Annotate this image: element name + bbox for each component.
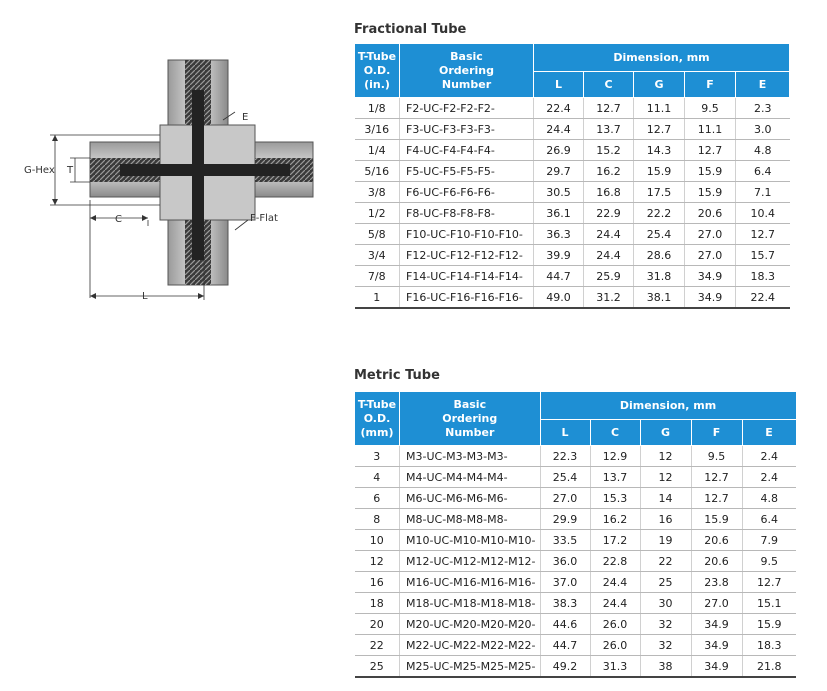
- ordering-number-cell: M25-UC-M25-M25-M25-: [400, 656, 541, 678]
- l-cell: 27.0: [540, 488, 590, 509]
- table-row: [355, 203, 790, 224]
- l-cell: 49.0: [534, 287, 584, 309]
- table-row: [355, 119, 790, 140]
- e-cell: 10.4: [736, 203, 790, 224]
- l-cell: 36.3: [534, 224, 584, 245]
- e-cell: 6.4: [736, 161, 790, 182]
- ordering-header-line-2: Ordering: [438, 63, 494, 77]
- table-row: [355, 488, 797, 509]
- g-cell: 32: [640, 614, 691, 635]
- ordering-header-line-1: Basic: [450, 49, 483, 63]
- e-cell: 15.9: [742, 614, 796, 635]
- ordering-header: [400, 44, 534, 98]
- table-row: [355, 635, 797, 656]
- c-cell: 24.4: [584, 245, 634, 266]
- e-cell: 12.7: [736, 224, 790, 245]
- f-cell: 27.0: [691, 593, 742, 614]
- size-cell: 6: [355, 488, 400, 509]
- e-cell: 15.7: [736, 245, 790, 266]
- c-cell: 16.2: [590, 509, 640, 530]
- ordering-number-cell: M3-UC-M3-M3-M3-: [400, 446, 541, 467]
- ordering-header: [400, 392, 541, 446]
- t-label: T: [67, 165, 74, 176]
- g-cell: 16: [640, 509, 691, 530]
- size-cell: 20: [355, 614, 400, 635]
- f-cell: 34.9: [691, 635, 742, 656]
- ordering-number-cell: F4-UC-F4-F4-F4-: [400, 140, 534, 161]
- f-cell: 34.9: [691, 656, 742, 678]
- c-cell: 22.9: [584, 203, 634, 224]
- e-cell: 6.4: [742, 509, 796, 530]
- c-cell: 31.2: [584, 287, 634, 309]
- size-cell: 10: [355, 530, 400, 551]
- l-cell: 22.3: [540, 446, 590, 467]
- e-cell: 15.1: [742, 593, 796, 614]
- f-cell: 23.8: [691, 572, 742, 593]
- f-cell: 15.9: [685, 182, 736, 203]
- f-cell: 34.9: [685, 287, 736, 309]
- dimension-header: Dimension, mm: [534, 44, 790, 72]
- g-cell: 25.4: [634, 224, 685, 245]
- c-cell: 24.4: [590, 572, 640, 593]
- g-cell: 12.7: [634, 119, 685, 140]
- size-cell: 12: [355, 551, 400, 572]
- e-cell: 2.4: [742, 446, 796, 467]
- f-cell: 12.7: [685, 140, 736, 161]
- g-cell: 11.1: [634, 98, 685, 119]
- ordering-number-cell: F5-UC-F5-F5-F5-: [400, 161, 534, 182]
- table-row: [355, 656, 797, 678]
- l-cell: 33.5: [540, 530, 590, 551]
- f-cell: 34.9: [685, 266, 736, 287]
- g-cell: 32: [640, 635, 691, 656]
- ordering-number-cell: F6-UC-F6-F6-F6-: [400, 182, 534, 203]
- c-cell: 12.9: [590, 446, 640, 467]
- ordering-number-cell: M22-UC-M22-M22-M22-: [400, 635, 541, 656]
- c-cell: 26.0: [590, 614, 640, 635]
- g-cell: 22.2: [634, 203, 685, 224]
- table-row: [355, 593, 797, 614]
- col-g-header: G: [634, 72, 685, 98]
- g-cell: 28.6: [634, 245, 685, 266]
- c-cell: 13.7: [584, 119, 634, 140]
- g-cell: 15.9: [634, 161, 685, 182]
- size-header-line-2: O.D.: [363, 63, 391, 77]
- dimension-header: Dimension, mm: [540, 392, 796, 420]
- e-cell: 3.0: [736, 119, 790, 140]
- f-cell: 15.9: [691, 509, 742, 530]
- col-l-header: L: [534, 72, 584, 98]
- f-cell: 9.5: [691, 446, 742, 467]
- f-cell: 11.1: [685, 119, 736, 140]
- g-cell: 12: [640, 446, 691, 467]
- table-row: [355, 161, 790, 182]
- e-cell: 2.4: [742, 467, 796, 488]
- ordering-number-cell: M18-UC-M18-M18-M18-: [400, 593, 541, 614]
- table-row: [355, 530, 797, 551]
- size-cell: 22: [355, 635, 400, 656]
- e-cell: 4.8: [742, 488, 796, 509]
- l-label: L: [142, 291, 148, 302]
- f-cell: 12.7: [691, 467, 742, 488]
- ordering-number-cell: F2-UC-F2-F2-F2-: [400, 98, 534, 119]
- col-g-header: G: [640, 420, 691, 446]
- bore-horizontal: [120, 164, 290, 176]
- g-cell: 38.1: [634, 287, 685, 309]
- metric-table: [354, 391, 797, 678]
- table-row: [355, 245, 790, 266]
- ordering-number-cell: F14-UC-F14-F14-F14-: [400, 266, 534, 287]
- g-cell: 25: [640, 572, 691, 593]
- table-row: [355, 614, 797, 635]
- table-row: [355, 140, 790, 161]
- ordering-number-cell: M12-UC-M12-M12-M12-: [400, 551, 541, 572]
- e-label: E: [242, 112, 249, 123]
- l-cell: 36.0: [540, 551, 590, 572]
- table-row: [355, 182, 790, 203]
- l-cell: 25.4: [540, 467, 590, 488]
- ordering-number-cell: M8-UC-M8-M8-M8-: [400, 509, 541, 530]
- ordering-number-cell: M6-UC-M6-M6-M6-: [400, 488, 541, 509]
- ordering-number-cell: F12-UC-F12-F12-F12-: [400, 245, 534, 266]
- g-cell: 22: [640, 551, 691, 572]
- l-cell: 44.7: [540, 635, 590, 656]
- e-cell: 18.3: [742, 635, 796, 656]
- table-row: [355, 287, 790, 309]
- size-cell: 1/2: [355, 203, 400, 224]
- table-row: [355, 572, 797, 593]
- f-cell: 27.0: [685, 224, 736, 245]
- size-cell: 8: [355, 509, 400, 530]
- size-header-line-1: T-Tube: [357, 397, 397, 411]
- table-row: [355, 467, 797, 488]
- size-header-line-1: T-Tube: [357, 49, 397, 63]
- l-cell: 24.4: [534, 119, 584, 140]
- size-header-line-3: (mm): [360, 425, 394, 439]
- ordering-number-cell: M10-UC-M10-M10-M10-: [400, 530, 541, 551]
- col-l-header: L: [540, 420, 590, 446]
- size-header-line-3: (in.): [364, 77, 390, 91]
- f-cell: 20.6: [691, 551, 742, 572]
- c-cell: 22.8: [590, 551, 640, 572]
- l-cell: 29.9: [540, 509, 590, 530]
- ordering-number-cell: M16-UC-M16-M16-M16-: [400, 572, 541, 593]
- ordering-number-cell: M20-UC-M20-M20-M20-: [400, 614, 541, 635]
- e-cell: 21.8: [742, 656, 796, 678]
- g-hex-label: G-Hex: [24, 165, 55, 176]
- c-cell: 24.4: [590, 593, 640, 614]
- table-row: [355, 509, 797, 530]
- size-cell: 25: [355, 656, 400, 678]
- f-cell: 9.5: [685, 98, 736, 119]
- table-row: [355, 551, 797, 572]
- table-row: [355, 266, 790, 287]
- size-cell: 3/16: [355, 119, 400, 140]
- l-cell: 30.5: [534, 182, 584, 203]
- g-cell: 31.8: [634, 266, 685, 287]
- e-cell: 22.4: [736, 287, 790, 309]
- size-cell: 1/4: [355, 140, 400, 161]
- g-cell: 12: [640, 467, 691, 488]
- ordering-number-cell: F8-UC-F8-F8-F8-: [400, 203, 534, 224]
- c-cell: 13.7: [590, 467, 640, 488]
- c-label: C: [115, 214, 122, 225]
- col-e-header: E: [742, 420, 796, 446]
- f-cell: 15.9: [685, 161, 736, 182]
- e-cell: 7.1: [736, 182, 790, 203]
- g-cell: 30: [640, 593, 691, 614]
- l-cell: 36.1: [534, 203, 584, 224]
- c-cell: 15.2: [584, 140, 634, 161]
- size-cell: 3/8: [355, 182, 400, 203]
- g-cell: 38: [640, 656, 691, 678]
- e-cell: 4.8: [736, 140, 790, 161]
- l-cell: 26.9: [534, 140, 584, 161]
- ordering-header-line-1: Basic: [453, 397, 487, 411]
- f-cell: 20.6: [691, 530, 742, 551]
- e-cell: 2.3: [736, 98, 790, 119]
- c-cell: 12.7: [584, 98, 634, 119]
- c-cell: 15.3: [590, 488, 640, 509]
- g-cell: 14: [640, 488, 691, 509]
- size-cell: 5/8: [355, 224, 400, 245]
- table-row: [355, 224, 790, 245]
- l-cell: 44.6: [540, 614, 590, 635]
- ordering-number-cell: F10-UC-F10-F10-F10-: [400, 224, 534, 245]
- l-cell: 22.4: [534, 98, 584, 119]
- col-f-header: F: [685, 72, 736, 98]
- c-cell: 31.3: [590, 656, 640, 678]
- size-header: [355, 392, 400, 446]
- c-cell: 26.0: [590, 635, 640, 656]
- ordering-number-cell: F16-UC-F16-F16-F16-: [400, 287, 534, 309]
- col-c-header: C: [590, 420, 640, 446]
- g-cell: 19: [640, 530, 691, 551]
- f-flat-label: F-Flat: [250, 213, 278, 224]
- ordering-header-line-2: Ordering: [442, 411, 498, 425]
- l-cell: 29.7: [534, 161, 584, 182]
- table-row: [355, 446, 797, 467]
- l-cell: 37.0: [540, 572, 590, 593]
- size-header: [355, 44, 400, 98]
- ordering-header-line-3: Number: [445, 425, 495, 439]
- fractional-table: [354, 43, 790, 309]
- size-cell: 4: [355, 467, 400, 488]
- col-e-header: E: [736, 72, 790, 98]
- ordering-number-cell: F3-UC-F3-F3-F3-: [400, 119, 534, 140]
- g-cell: 17.5: [634, 182, 685, 203]
- f-cell: 27.0: [685, 245, 736, 266]
- metric-title: Metric Tube: [354, 368, 440, 383]
- f-cell: 20.6: [685, 203, 736, 224]
- ordering-header-line-3: Number: [441, 77, 492, 91]
- g-cell: 14.3: [634, 140, 685, 161]
- size-cell: 7/8: [355, 266, 400, 287]
- f-cell: 34.9: [691, 614, 742, 635]
- e-cell: 9.5: [742, 551, 796, 572]
- e-cell: 7.9: [742, 530, 796, 551]
- c-cell: 17.2: [590, 530, 640, 551]
- c-cell: 16.2: [584, 161, 634, 182]
- union-cross-drawing: [20, 50, 330, 320]
- e-cell: 12.7: [742, 572, 796, 593]
- size-cell: 1/8: [355, 98, 400, 119]
- f-cell: 12.7: [691, 488, 742, 509]
- c-cell: 24.4: [584, 224, 634, 245]
- size-cell: 18: [355, 593, 400, 614]
- l-cell: 38.3: [540, 593, 590, 614]
- l-cell: 39.9: [534, 245, 584, 266]
- col-c-header: C: [584, 72, 634, 98]
- fractional-title: Fractional Tube: [354, 22, 467, 37]
- c-cell: 16.8: [584, 182, 634, 203]
- size-cell: 3/4: [355, 245, 400, 266]
- l-cell: 49.2: [540, 656, 590, 678]
- ordering-number-cell: M4-UC-M4-M4-M4-: [400, 467, 541, 488]
- table-row: [355, 98, 790, 119]
- size-cell: 16: [355, 572, 400, 593]
- col-f-header: F: [691, 420, 742, 446]
- size-header-line-2: O.D.: [363, 411, 391, 425]
- size-cell: 1: [355, 287, 400, 309]
- e-cell: 18.3: [736, 266, 790, 287]
- size-cell: 5/16: [355, 161, 400, 182]
- c-cell: 25.9: [584, 266, 634, 287]
- l-cell: 44.7: [534, 266, 584, 287]
- size-cell: 3: [355, 446, 400, 467]
